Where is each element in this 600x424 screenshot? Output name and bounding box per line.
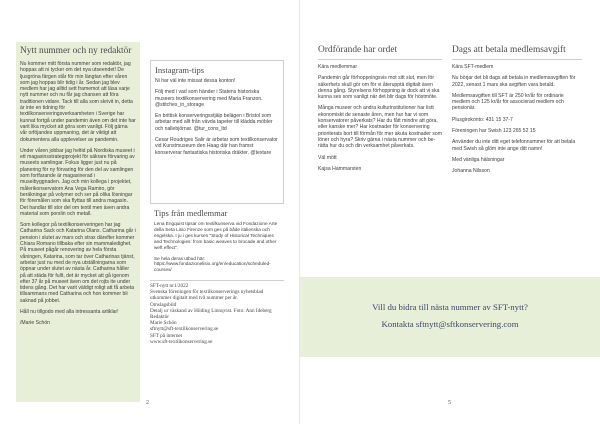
- instagram-title: Instagram-tips: [155, 65, 205, 75]
- colophon-cover-text: Detalj ur väskand av Hilding Linnqvist. Foto: Ann Ideberg: [150, 307, 272, 314]
- fees-swish: Föreningen har Swish 123 265 52 15: [452, 128, 536, 135]
- fees-paragraph: Använder du inte ditt eget telefonnummer för att betala med Swish så glöm inte ange ditt namn!: [452, 139, 576, 152]
- editor-paragraph: Nu kommer mitt första nummer som redaktör, jag hoppas att ni tycker om det nya utseendet! De ljusgröna färgen står för min längtan efter våren som jag hoppas blir tidig i år. Sedan jag blev medlem har jag alltid sett framemot att läsa varje nytt nummer och nu får jag chansen att föra traditionen vidare. Tack till alla som skrivit in, detta är inte en tidning för textilkonserveringsverksamheten i Sverige har kunnat fortgå under pandemin även om det inte har varit lika mycket att göra som vanligt. Följ gärna vår orföjandes uppmaning, det är viktigt att dokumentera alla upplevelser av pandemin.: [20, 61, 136, 143]
- chair-paragraph: Pandemin går förhoppningsvis mot sitt slut, men för säkerhets skull gör om för vi återupptä digitalt även denna gång. Styrelsens förhoppning är dock att vi ska kunna ses som vanligt när det blir dags för höstmöte.: [318, 75, 440, 101]
- colophon-editor-email[interactable]: sftnytt@sft-textilkonservering.se: [150, 326, 219, 333]
- colophon-cover-heading: Omslagsbild: [150, 301, 177, 308]
- colophon-editor-heading: Redaktör: [150, 314, 170, 321]
- chair-paragraph: Kära medlemmar: [318, 64, 358, 70]
- fees-closing: Med vänliga hälsningar: [452, 156, 505, 163]
- fees-signature: Johanna Nilsson: [452, 168, 490, 175]
- contribute-callout: [300, 277, 600, 357]
- instagram-box: [150, 60, 284, 204]
- page-number-right: 5: [448, 400, 451, 406]
- tips-title: Tips från medlemmar: [154, 208, 228, 218]
- fees-title-rule: [452, 59, 582, 60]
- chair-paragraph: Många museer och andra kulturinstitutioner har listt ekonomiskt de senaste åren, men hur har vi som konservatorer påverkats? Har du fått mindre att göra, eller kanske mer? Har kostnader för konservering prioriterats bort till förmån för mer akuta kostnader som löner och hyra? Skriv gärna i nästa nummer och berätta hur du och din verksamhet påverkats.: [318, 105, 442, 150]
- colophon-editor-name: Marie Schön: [150, 320, 177, 327]
- colophon-web-link[interactable]: www.sft-textilkonservering.se: [150, 338, 213, 345]
- page-number-left: 2: [146, 400, 149, 406]
- fees-title: Dags att betala medlemsavgift: [452, 45, 566, 55]
- chair-signature: Kajsa Hammarsten: [318, 165, 362, 172]
- editor-paragraph: Som kollegor på textilkonserveringen har jag Catharina Sack och Katarina Olans. Catharina går i pension i slutet av mars och strax därefter kommer Chiara Romano tillbaka efter sin mammaledighet. På museet pågår renovering av hela första våningen, Katarina, som tar över Catharinas tjänst, arbetar just nu med de nya utställningarna som öppnar under slutet av nästa år. Catharina håller på att städa för fullt, det är mycket att gå igenom efter 37 år på museet även om det rojts ite under tidens gång. Det har varit väldigt roligt att få arbeta tillsammans med Catharina och hon kommer bli saknad på jobbet.: [20, 222, 136, 304]
- editor-paragraph: Under våren jobbar jag heltid på Nordiska museet i ett magasinsstrategiprojekt för säkrare förvaring av museets samlingar. Fokus ligger just nu på planering för ny förvaring för den del av samlingen som fortfarande är magasinerad i museibyggnaden. Jag och min kollega i projektet, målerikonservatorn Ana Vega Ramiro, gör beräkningar på volymer och ser på olika lösningar för föremålen som ska flyttas till andra magasin. Det handlar till stor del om textil men även andra material som porslin och metall.: [20, 147, 135, 217]
- instagram-paragraph: En brittisk konserveringsstjälp belägen i Bristol som arbetar med allt från vävda tapeter till klädda möbler och nallebjörnar. @tur_cons_ltd: [155, 113, 273, 132]
- fees-plusgiro: Plusgirokonto: 431 15 37-7: [452, 116, 513, 123]
- editor-title: Nytt nummer och ny redaktör: [20, 46, 132, 56]
- chair-title: Ordförande har ordet: [318, 45, 398, 55]
- editor-paragraph: Håll nu tillgodo med alla intressanta artiklar!: [20, 308, 119, 315]
- callout-question: Vill du bidra till nästa nummer av SFT-nytt?: [372, 302, 528, 312]
- editor-body: [20, 61, 136, 327]
- fees-paragraph: Nu börjar det bli dags att betala in medlemsavgiften för 2022, senast 1 mars ska avgiften vara betald.: [452, 75, 576, 88]
- fees-column: [452, 45, 582, 275]
- fees-paragraph: Medlemsavgiften till SFT är 250 kr/år för ordinarie medlem och 125 kr/år för associerad medlem och pensionär.: [452, 92, 564, 112]
- colophon-web-heading: SFT på internet: [150, 332, 183, 339]
- colophon-top-rule: [150, 280, 284, 281]
- tips-paragraph: Lena Engquist tipsar om textilkunserva vid Fondazione Arte della Seta Lisio Firenze som ges på både italienska och engelska. I ju i ges kursen "Study of Historical Techniques and Technologies: from basic weaves to brocade and other weft effect".: [154, 221, 278, 250]
- tips-link[interactable]: Se hela deras utbud här: https://www.fondazionelisio.org/en/education/scheduled-courses/: [154, 255, 271, 273]
- chair-title-rule: [318, 59, 442, 60]
- colophon-issue: SFT-nytt nr1/2022: [150, 283, 189, 289]
- callout-contact[interactable]: Kontakta sftnytt@sftkonservering.com: [381, 319, 519, 329]
- colophon: [150, 283, 284, 383]
- editor-panel: [16, 42, 140, 402]
- fees-paragraph: Kära SFT-medlem: [452, 64, 494, 70]
- colophon-description: Svenska föreningen för textilkonserverings nyhetsblad utkommer digitalt med två nummer per år.: [150, 289, 264, 302]
- tips-box: [150, 208, 284, 276]
- editor-signature: /Marie Schön: [20, 320, 51, 327]
- instagram-paragraph: Följ med i vad som händer i Statens historiska museers textilkonservering med Maria Franzon. @stitches_in_storage: [155, 89, 263, 108]
- right-page: [300, 0, 600, 424]
- instagram-paragraph: Cesar Roudriges Salir är arbetar som textilkonservator vid Kunstmuseum den Haag där han framst konserverar fantastiska historiska dräkter. @textare: [155, 137, 278, 156]
- chair-closing: Väl mött: [318, 154, 337, 161]
- chair-column: [318, 45, 442, 275]
- instagram-paragraph: Ni har väl inte missat dessa konton!: [155, 78, 236, 84]
